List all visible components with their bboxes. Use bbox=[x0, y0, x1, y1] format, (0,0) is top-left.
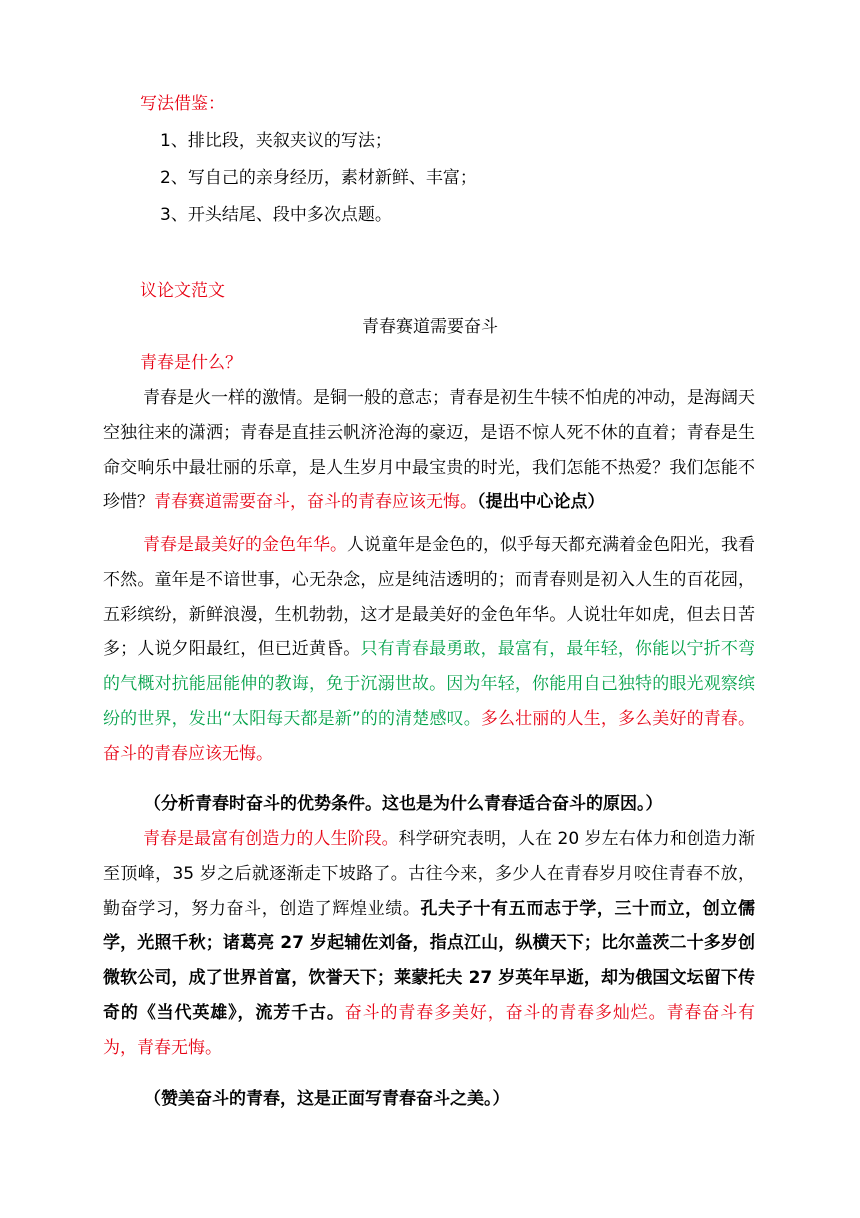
list-item-1: 1、排比段，夹叙夹议的写法； bbox=[160, 131, 392, 151]
para2-topic: 青春是最美好的金色年华。 bbox=[143, 535, 347, 555]
annotation-1: （分析青春时奋斗的优势条件。这也是为什么青春适合奋斗的原因。） bbox=[144, 794, 663, 814]
paragraph-3 bbox=[103, 822, 755, 1066]
para1-text: 青春是火一样的激情。是铜一般的意志；青春是初生牛犊不怕虎的冲动，是海阔天空独往来的潇洒；青春是直挂云帆济沧海的豪迈，是语不惊人死不休的直着；青春是生命交响乐中最壮丽的乐章，是人生岁月中最宝贵的时光，我们怎能不热爱？我们怎能不珍惜？ bbox=[103, 388, 755, 513]
list-item-3: 3、开头结尾、段中多次点题。 bbox=[160, 205, 392, 225]
essay-subheading: 青春是什么？ bbox=[140, 353, 242, 373]
paragraph-2 bbox=[103, 528, 755, 772]
section-heading-essay-sample: 议论文范文 bbox=[140, 281, 225, 301]
para3-conclusion: 奋斗的青春多美好，奋斗的青春多灿烂。青春奋斗有为，青春无悔。 bbox=[103, 1002, 755, 1058]
annotation-2: （赞美奋斗的青春，这是正面写青春奋斗之美。） bbox=[144, 1089, 510, 1109]
para1-thesis: 青春赛道需要奋斗，奋斗的青春应该无悔。 bbox=[154, 492, 477, 513]
para3-examples: 孔夫子十有五而志于学，三十而立，创立儒学，光照千秋；诸葛亮 27 岁起辅佐刘备，指点江山，纵横天下；比尔盖茨二十多岁创微软公司，成了世界首富，饮誉天下；莱蒙托夫 27 岁英年早逝，却为俄国文坛留下传奇的《当代英雄》，流芳千古。 bbox=[103, 898, 755, 1023]
essay-title: 青春赛道需要奋斗 bbox=[362, 317, 498, 337]
section-heading-writing-tips: 写法借鉴： bbox=[140, 94, 225, 114]
para3-topic: 青春是最富有创造力的人生阶段。 bbox=[143, 829, 399, 849]
paragraph-1 bbox=[103, 381, 755, 520]
para1-annotation: （提出中心论点） bbox=[477, 492, 605, 513]
para2-highlight: 只有青春最勇敢，最富有，最年轻，你能以宁折不弯的气概对抗能屈能伸的教诲，免于沉溺世故。因为年轻，你能用自己独特的眼光观察缤纷的世界，发出“太阳每天都是新”的的清楚感叹。 bbox=[103, 639, 756, 729]
para2-text: 人说童年是金色的，似乎每天都充满着金色阳光，我看不然。童年是不谙世事，心无杂念，应是纯洁透明的；而青春则是初入人生的百花园，五彩缤纷，新鲜浪漫，生机勃勃，这才是最美好的金色年华。人说壮年如虎，但去日苦多；人说夕阳最红，但已近黄昏。 bbox=[103, 535, 755, 660]
para3-text: 科学研究表明，人在 20 岁左右体力和创造力渐至顶峰，35 岁之后就逐渐走下坡路了。古往今来，多少人在青春岁月咬住青春不放，勤奋学习，努力奋斗，创造了辉煌业绩。 bbox=[103, 829, 755, 919]
para2-conclusion: 多么壮丽的人生，多么美好的青春。奋斗的青春应该无悔。 bbox=[103, 708, 755, 764]
list-item-2: 2、写自己的亲身经历，素材新鲜、丰富； bbox=[160, 168, 477, 188]
